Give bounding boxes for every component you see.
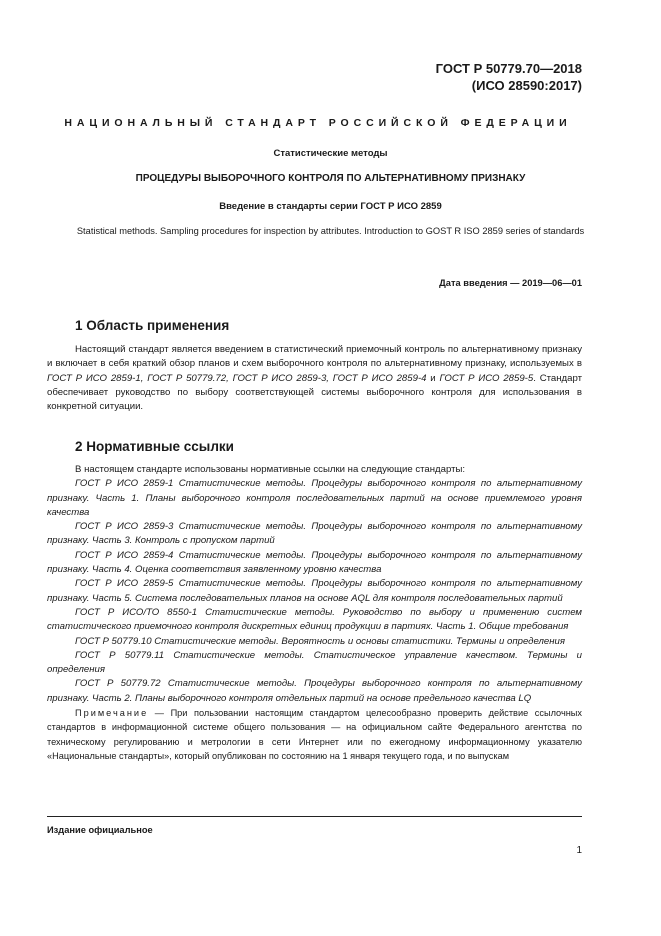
main-title: ПРОЦЕДУРЫ ВЫБОРОЧНОГО КОНТРОЛЯ ПО АЛЬТЕРНАТИВНОМУ ПРИЗНАКУ <box>135 173 526 184</box>
page-number: 1 <box>576 845 582 856</box>
subtitle: Введение в стандарты серии ГОСТ Р ИСО 2859 <box>219 201 442 212</box>
footer-divider <box>47 816 582 817</box>
scope-reference-last: ГОСТ Р ИСО 2859-5 <box>439 372 534 384</box>
reference-item: ГОСТ Р 50779.72 Статистические методы. Процедуры выборочного контроля по альтернативному признаку. Часть 2. Планы выборочного контроля отдельных партий на основе предельного качества LQ <box>47 678 582 704</box>
reference-item: ГОСТ Р ИСО/ТО 8550-1 Статистические методы. Руководство по выбору и применению систем статистического приемочного контроля дискретных единиц продукции в партиях. Часть 1. Общие требования <box>47 606 582 633</box>
reference-item: ГОСТ Р 50779.11 Статистические методы. Статистическое управление качеством. Термины и определения <box>47 649 582 676</box>
scope-text-start: Настоящий стандарт является введением в статистический приемочный контроль по альтернативному признаку и включает в себя краткий обзор планов и схем выборочного контроля по альтернативному признаку, используемых в <box>47 344 582 370</box>
reference-item: ГОСТ Р ИСО 2859-3 Статистические методы. Процедуры выборочного контроля по альтернативному признаку. Часть 3. Контроль с пропуском партий <box>47 521 582 547</box>
note-paragraph <box>47 706 582 763</box>
scope-references: ГОСТ Р ИСО 2859-1, ГОСТ Р 50779.72, ГОСТ Р ИСО 2859-3, ГОСТ Р ИСО 2859-4 <box>47 372 427 384</box>
reference-item: ГОСТ Р ИСО 2859-5 Статистические методы. Процедуры выборочного контроля по альтернативному признаку. Часть 5. Система последовательных планов на основе AQL для контроля последовательных партий <box>47 578 582 604</box>
reference-item: ГОСТ Р ИСО 2859-1 Статистические методы. Процедуры выборочного контроля по альтернативному признаку. Часть 1. Планы выборочного контроля последовательных партий на основе приемлемого уровня качества <box>47 478 582 518</box>
national-standard-heading: НАЦИОНАЛЬНЫЙ СТАНДАРТ РОССИЙСКОЙ ФЕДЕРАЦИИ <box>64 117 572 129</box>
section-2-body <box>47 463 582 763</box>
gost-number: ГОСТ Р 50779.70—2018 <box>435 61 582 76</box>
introduction-date: Дата введения — 2019—06—01 <box>439 278 582 288</box>
iso-number: (ИСО 28590:2017) <box>471 78 582 93</box>
section-1-heading: 1 Область применения <box>75 318 230 333</box>
section-1-body <box>47 343 582 414</box>
section-2-heading: 2 Нормативные ссылки <box>75 439 234 454</box>
reference-item: ГОСТ Р 50779.10 Статистические методы. Вероятность и основы статистики. Термины и определения <box>75 635 565 647</box>
english-title: Statistical methods. Sampling procedures for inspection by attributes. Introduction to GOST R ISO 2859 series of standards <box>76 226 585 236</box>
reference-item: ГОСТ Р ИСО 2859-4 Статистические методы. Процедуры выборочного контроля по альтернативному признаку. Часть 4. Оценка соответствия заявленному уровню качества <box>47 549 582 576</box>
scope-and: и <box>426 372 440 384</box>
official-edition-label: Издание официальное <box>47 825 153 835</box>
document-designation <box>436 60 582 94</box>
note-text: — При пользовании настоящим стандартом целесообразно проверить действие ссылочных стандартов в информационной системе общего пользования — на официальном сайте Федерального агентства по техническому регулированию и метрологии в сети Интернет или по ежегодному информационному указателю «Национальные стандарты», который опубликован по состоянию на 1 января текущего года, и по выпускам <box>47 708 582 761</box>
note-label: Примечание <box>75 708 149 719</box>
category-title: Статистические методы <box>273 148 388 159</box>
scope-paragraph <box>47 343 582 414</box>
scope-text-end: . Стандарт обеспечивает руководство по выбору соответствующей системы выборочного контроля для использования в конкретной ситуации. <box>47 372 582 413</box>
references-lead: В настоящем стандарте использованы нормативные ссылки на следующие стандарты: <box>75 464 466 475</box>
